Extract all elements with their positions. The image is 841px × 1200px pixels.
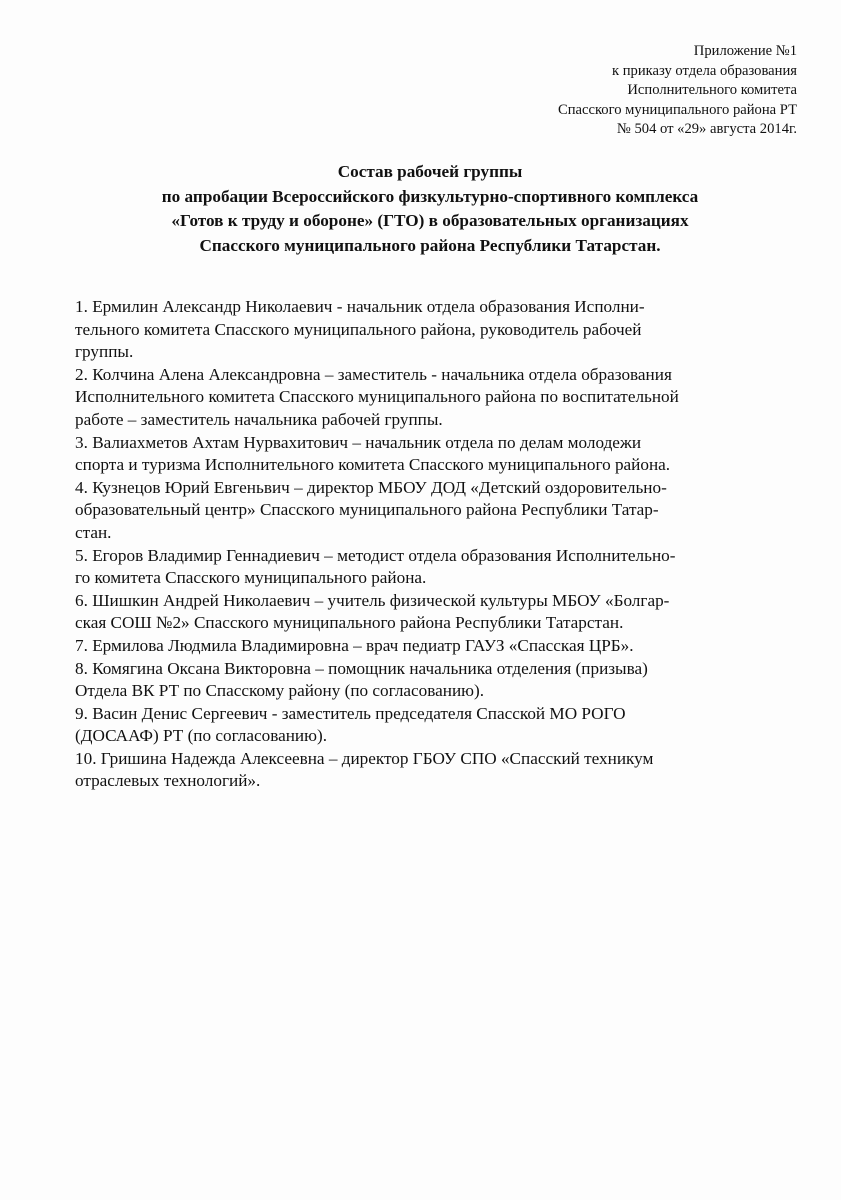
- list-item-line: Исполнительного комитета Спасского муниципального района по воспитательной: [75, 387, 679, 407]
- appendix-header: [558, 42, 797, 140]
- title-line: Спасского муниципального района Республики Татарстан.: [199, 235, 661, 255]
- list-item-line: 1. Ермилин Александр Николаевич - начальник отдела образования Исполни-: [75, 297, 645, 316]
- list-item: [75, 703, 795, 748]
- list-item-line: го комитета Спасского муниципального района.: [75, 568, 427, 588]
- list-item-line: работе – заместитель начальника рабочей группы.: [75, 409, 443, 429]
- list-item-line: отраслевых технологий».: [75, 771, 261, 791]
- list-item-line: Отдела ВК РТ по Спасскому району (по согласованию).: [75, 681, 485, 701]
- list-item-line: группы.: [75, 342, 134, 362]
- appendix-line: к приказу отдела образования: [612, 62, 797, 79]
- list-item: [75, 296, 795, 364]
- list-item: [75, 477, 795, 545]
- list-item: [75, 432, 795, 477]
- members-list: [75, 296, 795, 793]
- list-item: [75, 658, 795, 703]
- list-item-line: образовательный центр» Спасского муниципального района Республики Татар-: [75, 500, 659, 520]
- list-item-line: 9. Васин Денис Сергеевич - заместитель председателя Спасской МО РОГО: [75, 703, 626, 723]
- list-item-line: 5. Егоров Владимир Геннадиевич – методист отдела образования Исполнительно-: [75, 545, 676, 565]
- appendix-line: № 504 от «29» августа 2014г.: [616, 121, 797, 138]
- list-item-line: ская СОШ №2» Спасского муниципального района Республики Татарстан.: [75, 613, 624, 633]
- list-item-line: (ДОСААФ) РТ (по согласованию).: [75, 726, 327, 746]
- list-item-line: 4. Кузнецов Юрий Евгеньвич – директор МБОУ ДОД «Детский оздоровительно-: [75, 477, 667, 497]
- list-item-line: стан.: [75, 522, 112, 542]
- appendix-line: Спасского муниципального района РТ: [557, 101, 797, 118]
- document-title: [90, 160, 770, 258]
- title-line: «Готов к труду и обороне» (ГТО) в образовательных организациях: [171, 211, 689, 230]
- list-item-line: 8. Комягина Оксана Викторовна – помощник начальника отделения (призыва): [75, 658, 648, 678]
- list-item-line: спорта и туризма Исполнительного комитета Спасского муниципального района.: [75, 455, 671, 475]
- list-item: [75, 635, 795, 658]
- appendix-line: Исполнительного комитета: [627, 82, 797, 99]
- title-line: Состав рабочей группы: [337, 162, 523, 181]
- list-item-line: 7. Ермилова Людмила Владимировна – врач педиатр ГАУЗ «Спасская ЦРБ».: [75, 635, 634, 655]
- list-item: [75, 590, 795, 635]
- appendix-line: Приложение №1: [693, 43, 797, 59]
- list-item-line: 3. Валиахметов Ахтам Нурвахитович – начальник отдела по делам молодежи: [75, 432, 642, 452]
- list-item: [75, 364, 795, 432]
- list-item: [75, 545, 795, 590]
- list-item-line: 2. Колчина Алена Александровна – заместитель - начальника отдела образования: [75, 364, 672, 384]
- list-item-line: 10. Гришина Надежда Алексеевна – директор ГБОУ СПО «Спасский техникум: [75, 748, 654, 768]
- list-item-line: 6. Шишкин Андрей Николаевич – учитель физической культуры МБОУ «Болгар-: [75, 590, 670, 610]
- list-item-line: тельного комитета Спасского муниципального района, руководитель рабочей: [75, 319, 642, 339]
- title-line: по апробации Всероссийского физкультурно-спортивного комплекса: [161, 186, 699, 206]
- list-item: [75, 748, 795, 793]
